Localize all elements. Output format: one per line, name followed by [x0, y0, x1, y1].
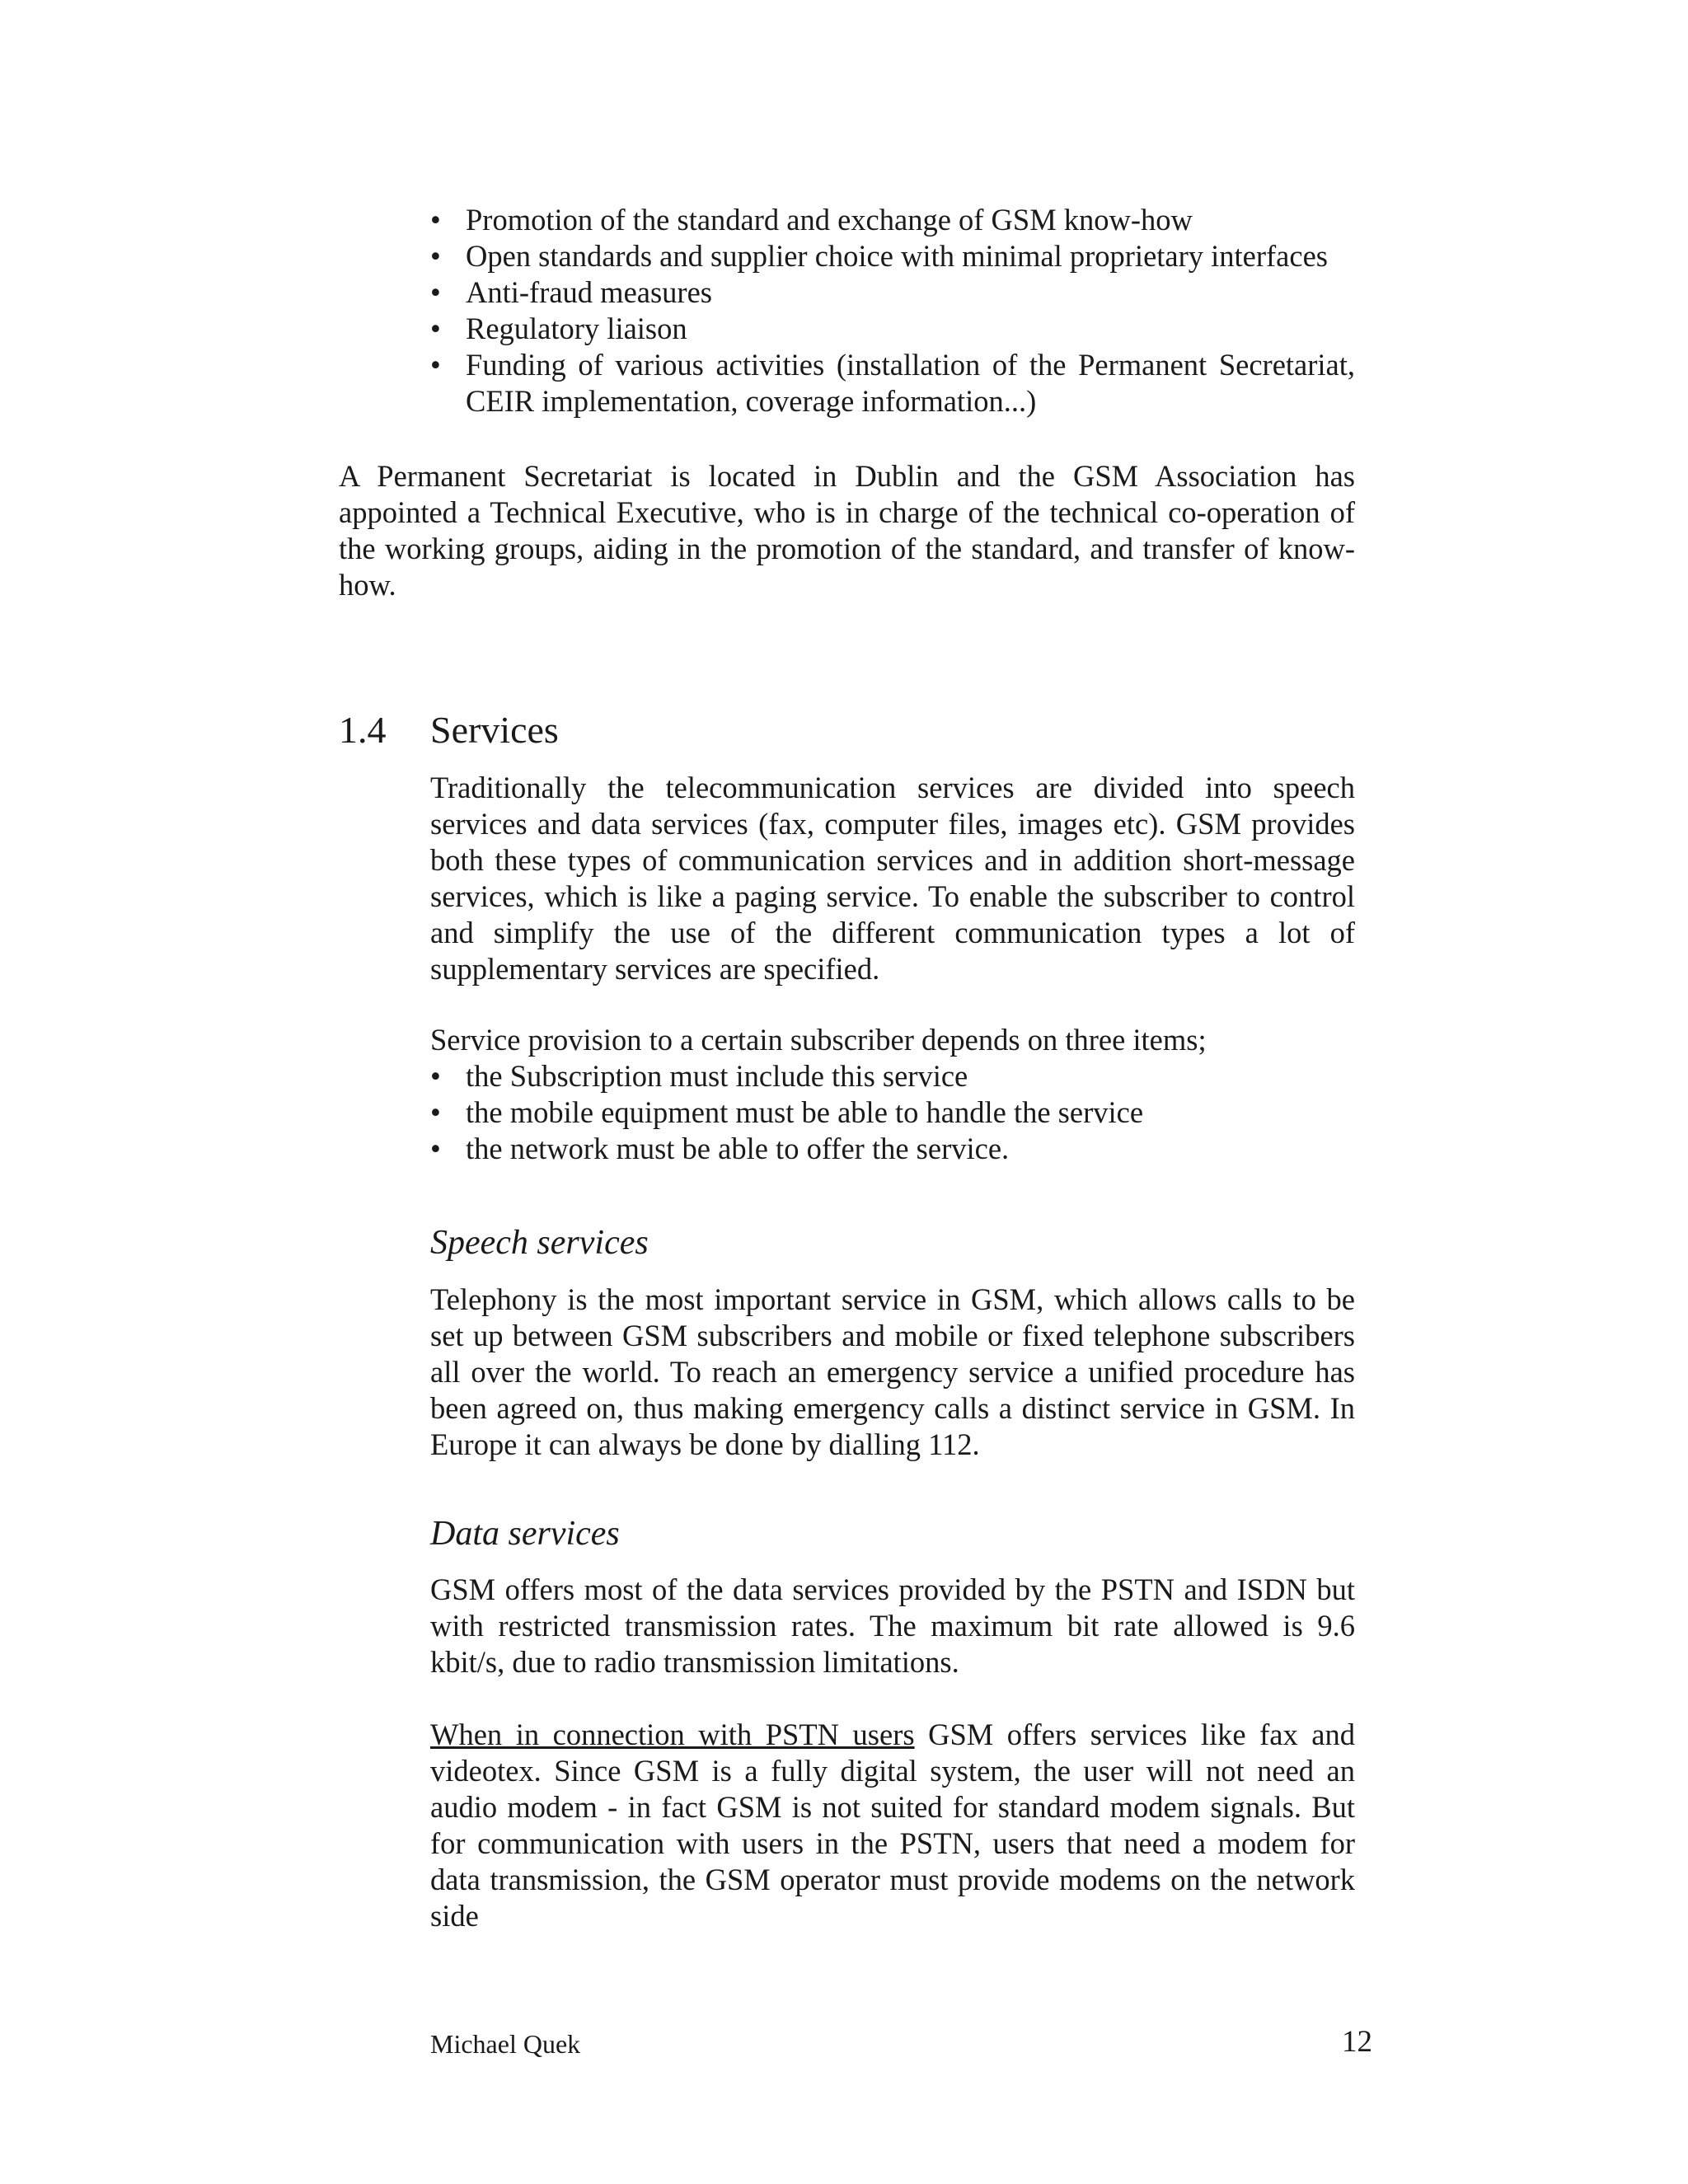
list-item-text: the mobile equipment must be able to handle the service: [466, 1095, 1144, 1129]
list-item-text: Funding of various activities (installation of the Permanent Secretariat, CEIR implementation, coverage information...): [466, 348, 1355, 418]
list-item: [430, 202, 1355, 238]
provision-bullet-list: [430, 1058, 1355, 1167]
list-item: [430, 347, 1355, 419]
bullet-icon: •: [430, 239, 441, 273]
list-item-text: Anti-fraud measures: [466, 275, 712, 309]
list-item: [430, 238, 1355, 274]
bullet-icon: •: [430, 312, 441, 345]
page-number: 12: [1342, 2025, 1372, 2059]
bullet-icon: •: [430, 275, 441, 309]
list-item: [430, 1094, 1355, 1131]
list-item-text: Promotion of the standard and exchange of GSM know-how: [466, 203, 1193, 237]
list-item: [430, 311, 1355, 347]
top-bullet-list: [430, 202, 1355, 419]
paragraph-speech-services: Telephony is the most important service in GSM, which allows calls to be set up between GSM subscribers and mobile or fixed telephone subscribers all over the world. To reach an emergency service a unified procedure has been agreed on, thus making emergency calls a distinct service in GSM. In Europe it can always be done by dialling 112.: [430, 1282, 1355, 1461]
bullet-icon: •: [430, 1059, 441, 1093]
bullet-icon: •: [430, 1095, 441, 1129]
bullet-icon: •: [430, 348, 441, 382]
list-item: [430, 1131, 1355, 1167]
data-services-heading: Data services: [430, 1515, 620, 1553]
paragraph-provision: Service provision to a certain subscriber depends on three items;: [430, 1023, 1207, 1057]
paragraph-secretariat: A Permanent Secretariat is located in Dublin and the GSM Association has appointed a Technical Executive, who is in charge of the technical co-operation of the working groups, aiding in the promotion of the standard, and transfer of know-how.: [339, 459, 1355, 602]
section-title: Services: [430, 709, 559, 751]
list-item: [430, 1058, 1355, 1094]
pstn-underlined-phrase: When in connection with PSTN users: [430, 1718, 915, 1751]
list-item-text: Regulatory liaison: [466, 312, 687, 345]
section-heading: [339, 707, 559, 753]
footer-author: Michael Quek: [430, 2029, 581, 2059]
bullet-icon: •: [430, 1132, 441, 1165]
speech-services-heading: Speech services: [430, 1224, 649, 1262]
paragraph-pstn: [430, 1717, 1355, 1934]
pstn-paragraph-rest: GSM offers services like fax and videotex. Since GSM is a fully digital system, the user will not need an audio modem - in fact GSM is not suited for standard modem signals. But for communication with users in the PSTN, users that need a modem for data transmission, the GSM operator must provide modems on the network side: [430, 1718, 1355, 1933]
list-item-text: the network must be able to offer the service.: [466, 1132, 1010, 1165]
list-item: [430, 274, 1355, 311]
paragraph-services: Traditionally the telecommunication services are divided into speech services and data services (fax, computer files, images etc). GSM provides both these types of communication services and in addition short-message services, which is like a paging service. To enable the subscriber to control and simplify the use of the different communication types a lot of supplementary services are specified.: [430, 771, 1355, 986]
list-item-text: the Subscription must include this service: [466, 1059, 968, 1093]
bullet-icon: •: [430, 203, 441, 237]
paragraph-data-services: GSM offers most of the data services provided by the PSTN and ISDN but with restricted transmission rates. The maximum bit rate allowed is 9.6 kbit/s, due to radio transmission limitations.: [430, 1572, 1355, 1679]
list-item-text: Open standards and supplier choice with minimal proprietary interfaces: [466, 239, 1328, 273]
section-number: 1.4: [339, 709, 387, 751]
